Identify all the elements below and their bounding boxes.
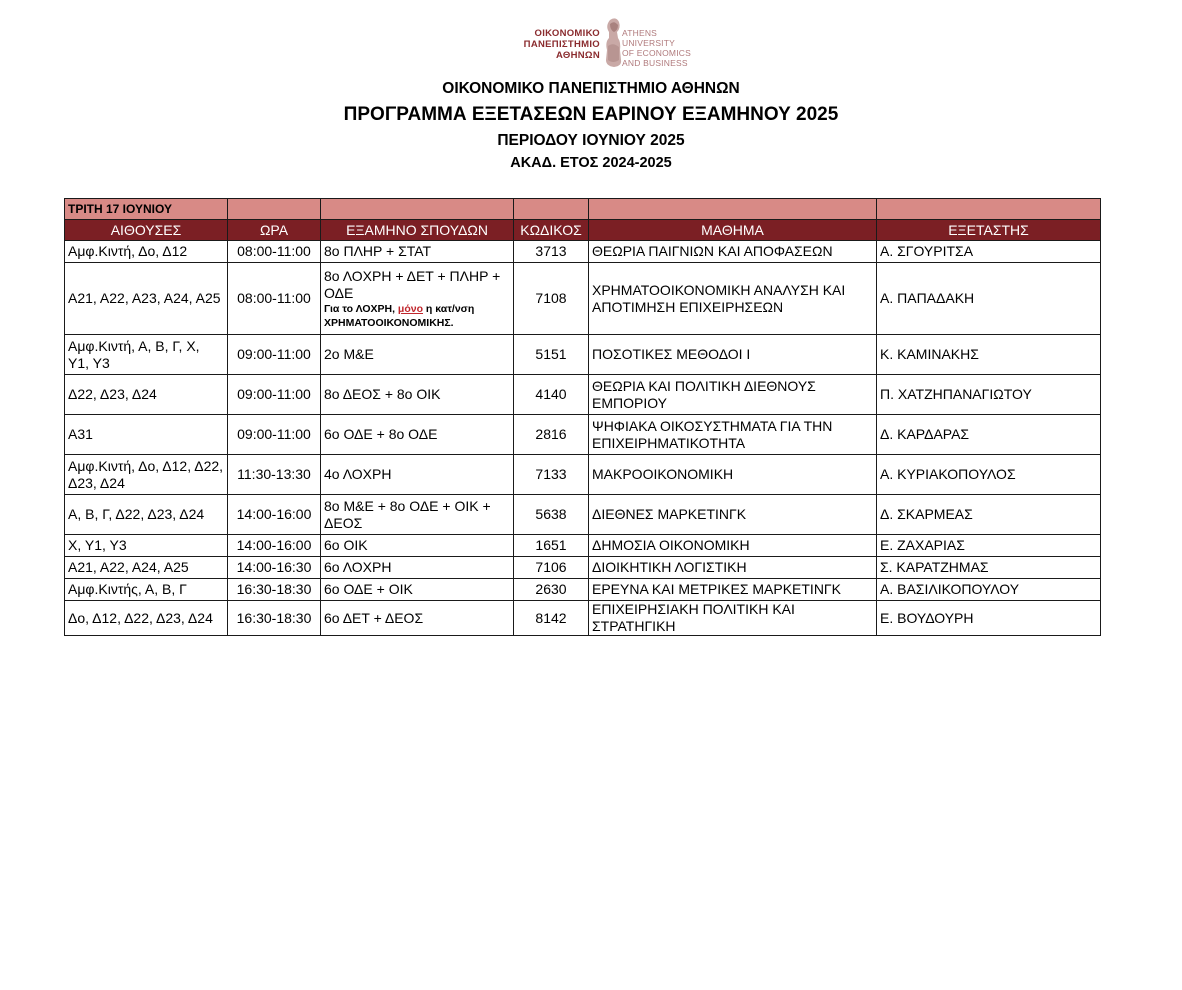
cell-examiner-text: Κ. ΚΑΜΙΝΑΚΗΣ [880,346,979,362]
col-header-course: ΜΑΘΗΜΑ [589,220,877,241]
cell-course-text: ΜΑΚΡΟΟΙΚΟΝΟΜΙΚΗ [592,466,734,482]
cell-rooms-text: Α31 [68,426,93,442]
cell-rooms-text: Αμφ.Κιντή, Δο, Δ12, Δ22, Δ23, Δ24 [68,457,224,491]
cell-examiner [877,455,1101,495]
exam-schedule-table [64,198,1101,636]
cell-rooms-text: Αμφ.Κιντής, Α, Β, Γ [68,581,187,597]
cell-code-text: 2630 [535,581,567,597]
cell-semester-text: 6ο ΟΔΕ + ΟΙΚ [324,581,413,597]
university-name: ΟΙΚΟΝΟΜΙΚΟ ΠΑΝΕΠΙΣΤΗΜΙΟ ΑΘΗΝΩΝ [442,80,740,97]
cell-code-text: 7133 [535,466,567,482]
cell-rooms-text: Χ, Υ1, Υ3 [68,537,127,553]
cell-examiner [877,263,1101,335]
cell-time-text: 09:00-11:00 [237,386,311,402]
cell-time [228,335,321,375]
cell-rooms [65,455,228,495]
cell-course [589,335,877,375]
cell-time-text: 14:00-16:00 [236,506,312,522]
document-title: ΠΡΟΓΡΑΜΜΑ ΕΞΕΤΑΣΕΩΝ ΕΑΡΙΝΟΥ ΕΞΑΜΗΝΟΥ 2025 [343,104,839,125]
logo-greek-line: ΑΘΗΝΩΝ [556,50,600,61]
cell-rooms-text: Αμφ.Κιντή, Α, Β, Γ, Χ, Υ1, Υ3 [68,337,200,371]
cell-code [514,335,589,375]
cell-code [514,263,589,335]
cell-examiner-text: Π. ΧΑΤΖΗΠΑΝΑΓΙΩΤΟΥ [880,386,1032,402]
cell-course-text: ΔΙΕΘΝΕΣ ΜΑΡΚΕΤΙΝΓΚ [592,506,747,522]
cell-rooms [65,495,228,535]
cell-semester-text: 6ο ΟΔΕ + 8ο ΟΔΕ [324,426,438,442]
cell-code [514,601,589,636]
col-header-rooms: ΑΙΘΟΥΣΕΣ [65,220,228,241]
cell-course-text: ΕΠΙΧΕΙΡΗΣΙΑΚΗ ΠΟΛΙΤΙΚΗ ΚΑΙ ΣΤΡΑΤΗΓΙΚΗ [592,601,795,634]
cell-semester [321,495,514,535]
cell-examiner-text: Α. ΠΑΠΑΔΑΚΗ [880,290,975,306]
col-header-code: ΚΩΔΙΚΟΣ [514,220,589,241]
cell-time-text: 14:00-16:30 [236,559,312,575]
cell-time [228,557,321,579]
col-header-time: ΩΡΑ [228,220,321,241]
cell-code [514,495,589,535]
table-row [65,601,1101,636]
cell-examiner [877,241,1101,263]
cell-semester-text: 8ο Μ&Ε + 8ο ΟΔΕ + ΟΙΚ + ΔΕΟΣ [324,497,491,531]
logo-greek-line: ΠΑΝΕΠΙΣΤΗΜΙΟ [523,39,600,50]
cell-time [228,415,321,455]
cell-semester-text: 8ο ΛΟΧΡΗ + ΔΕΤ + ΠΛΗΡ + ΟΔΕ [324,267,501,301]
cell-code-text: 5151 [535,346,567,362]
cell-course [589,535,877,557]
column-header-row [65,220,1101,241]
cell-code-text: 1651 [535,537,567,553]
cell-time [228,601,321,636]
cell-code-text: 3713 [535,243,567,259]
table-row [65,263,1101,335]
academic-year: ΑΚΑΔ. ΕΤΟΣ 2024-2025 [510,155,672,171]
exam-period: ΠΕΡΙΟΔΟΥ ΙΟΥΝΙΟΥ 2025 [497,132,685,149]
table-row [65,579,1101,601]
col-header-examiner: ΕΞΕΤΑΣΤΗΣ [877,220,1101,241]
table-row [65,415,1101,455]
cell-course-text: ΨΗΦΙΑΚΑ ΟΙΚΟΣΥΣΤΗΜΑΤΑ ΓΙΑ ΤΗΝ ΕΠΙΧΕΙΡΗΜΑΤΙΚΟΤΗΤΑ [592,417,833,451]
cell-examiner-text: Σ. ΚΑΡΑΤΖΗΜΑΣ [880,559,989,575]
cell-code-text: 2816 [535,426,567,442]
logo-english-text [622,28,706,68]
cell-code-text: 8142 [535,609,567,626]
cell-examiner-text: Α. ΣΓΟΥΡΙΤΣΑ [880,243,974,259]
cell-examiner [877,415,1101,455]
cell-rooms [65,335,228,375]
cell-semester [321,375,514,415]
university-logo [488,14,706,70]
cell-time-text: 09:00-11:00 [237,346,311,362]
cell-rooms-text: Δ22, Δ23, Δ24 [68,386,157,402]
cell-code [514,535,589,557]
athena-bust-icon [604,16,622,68]
cell-time-text: 08:00-11:00 [237,290,311,306]
col-header-semester: ΕΞΑΜΗΝΟ ΣΠΟΥΔΩΝ [321,220,514,241]
cell-code [514,579,589,601]
cell-semester [321,455,514,495]
cell-course-text: ΘΕΩΡΙΑ ΠΑΙΓΝΙΩΝ ΚΑΙ ΑΠΟΦΑΣΕΩΝ [592,243,833,259]
cell-time-text: 09:00-11:00 [237,426,311,442]
cell-course [589,375,877,415]
cell-rooms [65,415,228,455]
cell-course [589,601,877,636]
cell-time-text: 11:30-13:30 [237,466,311,482]
cell-rooms-text: Αμφ.Κιντή, Δο, Δ12 [68,243,188,259]
cell-semester-text: 8ο ΔΕΟΣ + 8ο ΟΙΚ [324,386,441,402]
cell-course [589,557,877,579]
cell-examiner [877,335,1101,375]
cell-time [228,579,321,601]
cell-course-text: ΕΡΕΥΝΑ ΚΑΙ ΜΕΤΡΙΚΕΣ ΜΑΡΚΕΤΙΝΓΚ [592,581,841,597]
note-text: η κατ/νση ΧΡΗΜΑΤΟΟΙΚΟΝΟΜΙΚΗΣ. [324,302,475,329]
cell-semester-text: 8ο ΠΛΗΡ + ΣΤΑΤ [324,243,432,259]
cell-examiner [877,535,1101,557]
cell-rooms [65,601,228,636]
cell-rooms [65,241,228,263]
logo-english-line: OF ECONOMICS [622,48,691,58]
cell-examiner-text: Δ. ΣΚΑΡΜΕΑΣ [880,506,973,522]
cell-rooms-text: Α21, Α22, Α23, Α24, Α25 [68,290,221,306]
cell-course [589,455,877,495]
cell-examiner [877,579,1101,601]
cell-time [228,241,321,263]
cell-rooms-text: Α21, Α22, Α24, Α25 [68,559,189,575]
cell-code-text: 5638 [535,506,567,522]
cell-code-text: 4140 [535,386,567,402]
semester-note [324,302,510,330]
logo-english-line: AND BUSINESS [622,58,688,68]
cell-course-text: ΔΙΟΙΚΗΤΙΚΗ ΛΟΓΙΣΤΙΚΗ [592,559,747,575]
cell-semester [321,579,514,601]
cell-course-text: ΠΟΣΟΤΙΚΕΣ ΜΕΘΟΔΟΙ Ι [592,346,751,362]
cell-code [514,415,589,455]
logo-greek-text [488,28,600,61]
cell-code [514,557,589,579]
day-row [65,199,1101,220]
cell-rooms [65,263,228,335]
logo-greek-line: ΟΙΚΟΝΟΜΙΚΟ [534,28,600,39]
cell-course [589,241,877,263]
cell-time-text: 16:30-18:30 [236,581,312,597]
logo-english-line: ATHENS UNIVERSITY [622,28,676,48]
table-row [65,535,1101,557]
cell-semester-text: 6ο ΟΙΚ [324,537,368,553]
cell-course [589,415,877,455]
cell-rooms [65,535,228,557]
cell-code-text: 7106 [535,559,567,575]
cell-time-text: 08:00-11:00 [237,243,311,259]
table-row [65,335,1101,375]
cell-course [589,263,877,335]
cell-semester [321,263,514,335]
cell-time [228,263,321,335]
cell-code-text: 7108 [535,290,567,306]
cell-rooms-text: Α, Β, Γ, Δ22, Δ23, Δ24 [68,506,205,522]
note-text: Για το ΛΟΧΡΗ, [324,302,398,315]
cell-semester-text: 6ο ΛΟΧΡΗ [324,559,392,575]
table-row [65,557,1101,579]
cell-rooms [65,375,228,415]
cell-time-text: 16:30-18:30 [236,609,312,626]
cell-semester-text: 6ο ΔΕΤ + ΔΕΟΣ [324,609,424,626]
cell-examiner-text: Ε. ΖΑΧΑΡΙΑΣ [880,537,965,553]
cell-time-text: 14:00-16:00 [236,537,312,553]
cell-course-text: ΔΗΜΟΣΙΑ ΟΙΚΟΝΟΜΙΚΗ [592,537,750,553]
cell-examiner-text: Α. ΒΑΣΙΛΙΚΟΠΟΥΛΟΥ [880,581,1020,597]
cell-examiner-text: Ε. ΒΟΥΔΟΥΡΗ [880,609,974,626]
cell-course [589,495,877,535]
table-row [65,375,1101,415]
cell-examiner-text: Α. ΚΥΡΙΑΚΟΠΟΥΛΟΣ [880,466,1016,482]
cell-time [228,495,321,535]
cell-semester [321,535,514,557]
table-row [65,495,1101,535]
cell-time [228,455,321,495]
cell-examiner [877,375,1101,415]
cell-code [514,241,589,263]
cell-time [228,535,321,557]
cell-semester-text: 2ο Μ&Ε [324,346,374,362]
note-emphasis: μόνο [397,302,424,315]
cell-rooms [65,557,228,579]
table-row [65,241,1101,263]
table-row [65,455,1101,495]
cell-semester-text: 4ο ΛΟΧΡΗ [324,466,392,482]
cell-examiner [877,601,1101,636]
cell-rooms-text: Δο, Δ12, Δ22, Δ23, Δ24 [68,609,213,626]
cell-time [228,375,321,415]
cell-semester [321,241,514,263]
cell-semester [321,557,514,579]
cell-course-text: ΘΕΩΡΙΑ ΚΑΙ ΠΟΛΙΤΙΚΗ ΔΙΕΘΝΟΥΣ ΕΜΠΟΡΙΟΥ [592,377,816,411]
cell-course-text: ΧΡΗΜΑΤΟΟΙΚΟΝΟΜΙΚΗ ΑΝΑΛΥΣΗ ΚΑΙ ΑΠΟΤΙΜΗΣΗ ΕΠΙΧΕΙΡΗΣΕΩΝ [592,281,846,315]
cell-code [514,375,589,415]
cell-rooms [65,579,228,601]
cell-examiner [877,557,1101,579]
day-label: ΤΡΙΤΗ 17 ΙΟΥΝΙΟΥ [65,199,228,220]
cell-examiner-text: Δ. ΚΑΡΔΑΡΑΣ [880,426,970,442]
cell-semester [321,601,514,636]
cell-code [514,455,589,495]
cell-semester [321,335,514,375]
cell-examiner [877,495,1101,535]
cell-course [589,579,877,601]
cell-semester [321,415,514,455]
